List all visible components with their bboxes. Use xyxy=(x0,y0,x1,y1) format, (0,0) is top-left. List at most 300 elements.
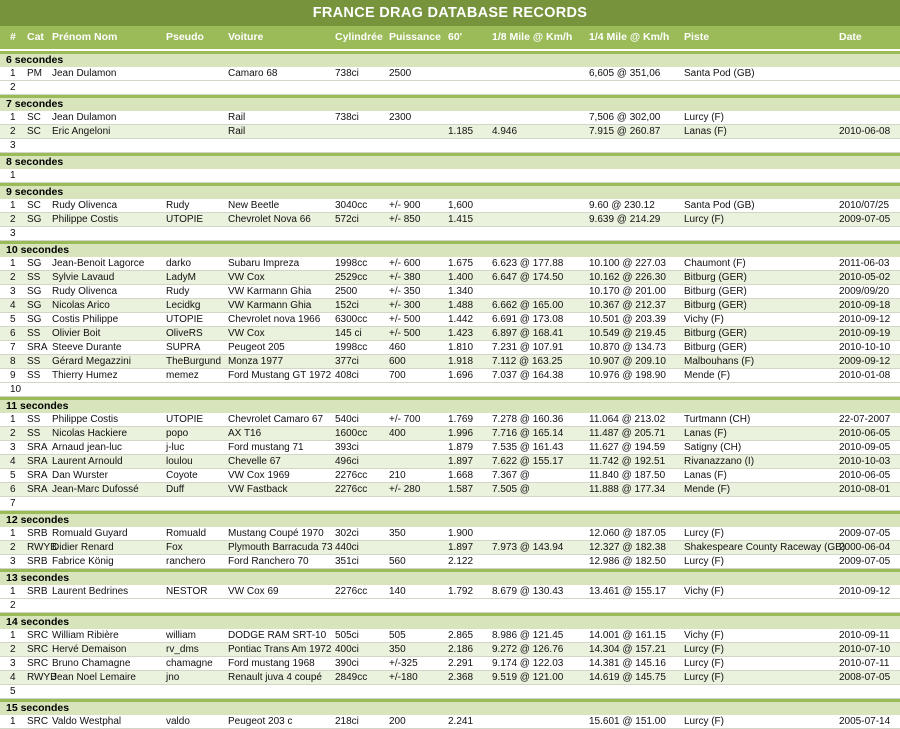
table-cell: jno xyxy=(166,672,180,683)
table-cell: 12.327 @ 182.38 xyxy=(589,542,666,553)
table-cell: 218ci xyxy=(335,716,359,727)
table-cell: 1.900 xyxy=(448,528,474,539)
table-row xyxy=(0,111,900,125)
row-number: 10 xyxy=(10,384,22,395)
table-cell: SS xyxy=(27,356,41,367)
table-cell: 2009-09-12 xyxy=(839,356,891,367)
table-row xyxy=(0,327,900,341)
table-cell: Chevrolet Nova 66 xyxy=(228,214,311,225)
table-cell: Bitburg (GER) xyxy=(684,300,747,311)
empty-row xyxy=(0,169,900,183)
table-cell: VW Karmann Ghia xyxy=(228,300,312,311)
table-cell: 700 xyxy=(389,370,406,381)
table-cell: UTOPIE xyxy=(166,314,204,325)
table-cell: 600 xyxy=(389,356,406,367)
table-cell: Rudy Olivenca xyxy=(52,200,118,211)
table-cell: 2010-07-11 xyxy=(839,658,890,669)
table-cell: 350 xyxy=(389,528,406,539)
table-cell: Lurcy (F) xyxy=(684,644,724,655)
table-cell: SRC xyxy=(27,716,49,727)
table-cell: DODGE RAM SRT-10 xyxy=(228,630,327,641)
table-cell: 400ci xyxy=(335,644,359,655)
table-cell: 6 xyxy=(10,484,16,495)
table-cell: 1,600 xyxy=(448,200,474,211)
table-row xyxy=(0,643,900,657)
table-cell: Monza 1977 xyxy=(228,356,284,367)
table-cell: +/- 300 xyxy=(389,300,421,311)
table-cell: Eric Angeloni xyxy=(52,126,111,137)
table-cell: chamagne xyxy=(166,658,213,669)
table-cell: 9.639 @ 214.29 xyxy=(589,214,661,225)
table-cell: 9.519 @ 121.00 xyxy=(492,672,564,683)
empty-row xyxy=(0,81,900,95)
table-cell: 11.627 @ 194.59 xyxy=(589,442,666,453)
table-cell: SG xyxy=(27,214,42,225)
table-row xyxy=(0,213,900,227)
table-cell: 140 xyxy=(389,586,406,597)
table-cell: 2009/09/20 xyxy=(839,286,890,297)
table-cell: 10.870 @ 134.73 xyxy=(589,342,666,353)
table-cell: SRB xyxy=(27,586,48,597)
table-cell: SS xyxy=(27,328,41,339)
column-header-row xyxy=(0,26,900,51)
table-cell: Ford Mustang GT 1972 xyxy=(228,370,332,381)
table-cell: 393ci xyxy=(335,442,359,453)
table-cell: 2 xyxy=(10,214,16,225)
table-cell: 9.174 @ 122.03 xyxy=(492,658,564,669)
table-cell: Steeve Durante xyxy=(52,342,122,353)
table-cell: Costis Philippe xyxy=(52,314,119,325)
table-cell: 7.973 @ 143.94 xyxy=(492,542,564,553)
empty-row xyxy=(0,599,900,613)
table-cell: 2276cc xyxy=(335,586,368,597)
table-cell: 2008-07-05 xyxy=(839,672,891,683)
table-cell: 572ci xyxy=(335,214,359,225)
table-cell: +/- 700 xyxy=(389,414,421,425)
table-cell: +/- 380 xyxy=(389,272,421,283)
table-cell: Dan Wurster xyxy=(52,470,108,481)
table-cell: 2.241 xyxy=(448,716,474,727)
table-cell: Bitburg (GER) xyxy=(684,272,747,283)
table-cell: 7.231 @ 107.91 xyxy=(492,342,564,353)
table-cell: 1998cc xyxy=(335,342,368,353)
table-cell: SC xyxy=(27,200,41,211)
table-cell: Turtmann (CH) xyxy=(684,414,751,425)
table-row xyxy=(0,413,900,427)
table-cell: 10.976 @ 198.90 xyxy=(589,370,666,381)
table-cell: 560 xyxy=(389,556,406,567)
table-row xyxy=(0,285,900,299)
column-header: Piste xyxy=(684,31,710,43)
table-row xyxy=(0,541,900,555)
group-header: 8 secondes xyxy=(0,153,900,169)
table-cell: 2010-09-12 xyxy=(839,314,891,325)
table-row xyxy=(0,527,900,541)
table-cell: 505ci xyxy=(335,630,359,641)
table-row xyxy=(0,355,900,369)
table-cell: 6.623 @ 177.88 xyxy=(492,258,564,269)
table-cell: 7 xyxy=(10,342,16,353)
table-cell: 11.888 @ 177.34 xyxy=(589,484,666,495)
table-cell: Romuald Guyard xyxy=(52,528,128,539)
table-row xyxy=(0,341,900,355)
table-cell: Laurent Arnould xyxy=(52,456,123,467)
table-cell: Lecidkg xyxy=(166,300,201,311)
table-cell: 14.381 @ 145.16 xyxy=(589,658,666,669)
records-table-body xyxy=(0,51,900,729)
table-cell: 5 xyxy=(10,470,16,481)
table-cell: Pontiac Trans Am 1972 xyxy=(228,644,332,655)
table-cell: 10.162 @ 226.30 xyxy=(589,272,666,283)
table-cell: PM xyxy=(27,68,42,79)
table-cell: 2 xyxy=(10,428,16,439)
column-header: Date xyxy=(839,31,862,43)
table-cell: valdo xyxy=(166,716,190,727)
table-row xyxy=(0,67,900,81)
table-cell: 2.368 xyxy=(448,672,474,683)
table-cell: Fabrice König xyxy=(52,556,114,567)
row-number: 7 xyxy=(10,498,16,509)
table-cell: Bitburg (GER) xyxy=(684,342,747,353)
table-cell: 1.668 xyxy=(448,470,474,481)
table-cell: darko xyxy=(166,258,192,269)
table-cell: 1.423 xyxy=(448,328,474,339)
table-cell: Peugeot 203 c xyxy=(228,716,293,727)
table-cell: 1 xyxy=(10,630,16,641)
table-cell: 7.716 @ 165.14 xyxy=(492,428,564,439)
table-cell: 6300cc xyxy=(335,314,368,325)
table-cell: 2010-06-05 xyxy=(839,428,891,439)
table-cell: 1.897 xyxy=(448,456,474,467)
table-cell: 2009-07-05 xyxy=(839,528,891,539)
table-cell: 400 xyxy=(389,428,406,439)
table-cell: 1.675 xyxy=(448,258,474,269)
table-cell: Lanas (F) xyxy=(684,428,727,439)
table-cell: 2.865 xyxy=(448,630,474,641)
table-cell: 7.367 @ xyxy=(492,470,530,481)
table-cell: Camaro 68 xyxy=(228,68,278,79)
table-cell: 5 xyxy=(10,314,16,325)
column-header: Puissance xyxy=(389,31,441,43)
table-cell: SS xyxy=(27,272,41,283)
table-cell: 2 xyxy=(10,644,16,655)
table-cell: Didier Renard xyxy=(52,542,114,553)
table-cell: 2529cc xyxy=(335,272,368,283)
table-cell: +/- 850 xyxy=(389,214,421,225)
table-cell: Vichy (F) xyxy=(684,586,724,597)
table-cell: Lurcy (F) xyxy=(684,672,724,683)
table-cell: Chevelle 67 xyxy=(228,456,281,467)
table-cell: Vichy (F) xyxy=(684,314,724,325)
table-cell: 2010-06-08 xyxy=(839,126,891,137)
table-cell: Peugeot 205 xyxy=(228,342,285,353)
table-cell: 210 xyxy=(389,470,406,481)
table-cell: william xyxy=(166,630,196,641)
table-cell: 350 xyxy=(389,644,406,655)
table-cell: UTOPIE xyxy=(166,414,204,425)
table-cell: memez xyxy=(166,370,199,381)
table-cell: Chevrolet nova 1966 xyxy=(228,314,321,325)
table-cell: VW Karmann Ghia xyxy=(228,286,312,297)
table-cell: 3 xyxy=(10,556,16,567)
table-row xyxy=(0,369,900,383)
table-cell: Rudy Olivenca xyxy=(52,286,118,297)
table-cell: Jean Dulamon xyxy=(52,68,117,79)
table-cell: VW Cox 69 xyxy=(228,586,279,597)
table-cell: VW Cox xyxy=(228,272,265,283)
column-header: # xyxy=(10,31,16,43)
table-cell: 4 xyxy=(10,672,16,683)
table-cell: 2849cc xyxy=(335,672,368,683)
table-cell: 145 ci xyxy=(335,328,362,339)
table-cell: j-luc xyxy=(166,442,185,453)
table-cell: VW Fastback xyxy=(228,484,288,495)
row-number: 5 xyxy=(10,686,16,697)
table-cell: 1.587 xyxy=(448,484,474,495)
table-cell: 6,605 @ 351,06 xyxy=(589,68,661,79)
table-cell: AX T16 xyxy=(228,428,262,439)
table-cell: 1.810 xyxy=(448,342,474,353)
table-cell: 2010-05-02 xyxy=(839,272,891,283)
table-cell: 1.897 xyxy=(448,542,474,553)
table-cell: Lurcy (F) xyxy=(684,658,724,669)
table-cell: SC xyxy=(27,126,41,137)
table-cell: loulou xyxy=(166,456,193,467)
table-cell: 10.170 @ 201.00 xyxy=(589,286,666,297)
table-cell: Hervé Demaison xyxy=(52,644,127,655)
table-cell: 2 xyxy=(10,126,16,137)
table-cell: 1.696 xyxy=(448,370,474,381)
table-cell: Rail xyxy=(228,112,246,123)
table-row xyxy=(0,313,900,327)
table-cell: 1.918 xyxy=(448,356,474,367)
table-cell: Duff xyxy=(166,484,185,495)
table-cell: VW Cox 1969 xyxy=(228,470,290,481)
table-cell: 152ci xyxy=(335,300,359,311)
table-cell: William Ribière xyxy=(52,630,119,641)
table-cell: Bruno Chamagne xyxy=(52,658,131,669)
table-cell: 1.185 xyxy=(448,126,474,137)
table-cell: 1.996 xyxy=(448,428,474,439)
table-cell: 1600cc xyxy=(335,428,368,439)
table-row xyxy=(0,257,900,271)
table-cell: 1 xyxy=(10,200,16,211)
table-cell: Chaumont (F) xyxy=(684,258,746,269)
table-cell: 2500 xyxy=(335,286,358,297)
table-cell: 7.915 @ 260.87 xyxy=(589,126,661,137)
table-cell: 13.461 @ 155.17 xyxy=(589,586,666,597)
table-cell: Rivanazzano (I) xyxy=(684,456,755,467)
table-cell: Fox xyxy=(166,542,183,553)
table-cell: 8.679 @ 130.43 xyxy=(492,586,564,597)
table-cell: +/- 900 xyxy=(389,200,421,211)
table-cell: 7.535 @ 161.43 xyxy=(492,442,564,453)
table-row xyxy=(0,483,900,497)
column-header: Prénom Nom xyxy=(52,31,118,43)
table-cell: 14.619 @ 145.75 xyxy=(589,672,666,683)
table-cell: +/- 280 xyxy=(389,484,421,495)
row-number: 2 xyxy=(10,82,16,93)
table-cell: Subaru Impreza xyxy=(228,258,300,269)
table-cell: 1.879 xyxy=(448,442,474,453)
table-cell: 6.647 @ 174.50 xyxy=(492,272,564,283)
sheet-title: FRANCE DRAG DATABASE RECORDS xyxy=(0,0,900,26)
table-cell: Ford Ranchero 70 xyxy=(228,556,309,567)
table-row xyxy=(0,271,900,285)
table-cell: 7.505 @ xyxy=(492,484,530,495)
table-cell: 2009-07-05 xyxy=(839,556,891,567)
group-header: 15 secondes xyxy=(0,699,900,715)
table-cell: +/- 500 xyxy=(389,328,421,339)
table-cell: Plymouth Barracuda 73 xyxy=(228,542,333,553)
table-cell: 2010-01-08 xyxy=(839,370,891,381)
table-cell: SRC xyxy=(27,644,49,655)
table-cell: Lurcy (F) xyxy=(684,112,724,123)
empty-row xyxy=(0,383,900,397)
table-cell: Ford mustang 1968 xyxy=(228,658,315,669)
table-cell: 11.064 @ 213.02 xyxy=(589,414,666,425)
table-cell: 2300 xyxy=(389,112,412,123)
table-cell: Valdo Westphal xyxy=(52,716,122,727)
table-cell: 8.986 @ 121.45 xyxy=(492,630,564,641)
table-cell: Jean-Marc Dufossé xyxy=(52,484,139,495)
table-cell: 3 xyxy=(10,658,16,669)
table-cell: ranchero xyxy=(166,556,206,567)
table-cell: SG xyxy=(27,258,42,269)
table-cell: 377ci xyxy=(335,356,359,367)
table-cell: 540ci xyxy=(335,414,359,425)
table-cell: 302ci xyxy=(335,528,359,539)
empty-row xyxy=(0,227,900,241)
table-cell: SG xyxy=(27,314,42,325)
column-header: 1/4 Mile @ Km/h xyxy=(589,31,670,43)
table-cell: 1.415 xyxy=(448,214,474,225)
table-row xyxy=(0,671,900,685)
table-cell: Lurcy (F) xyxy=(684,716,724,727)
table-cell: SC xyxy=(27,112,41,123)
table-cell: 15.601 @ 151.00 xyxy=(589,716,666,727)
table-cell: Jean Dulamon xyxy=(52,112,117,123)
group-header: 14 secondes xyxy=(0,613,900,629)
empty-row xyxy=(0,139,900,153)
table-row xyxy=(0,125,900,139)
table-cell: 2011-06-03 xyxy=(839,258,890,269)
table-cell: Rail xyxy=(228,126,246,137)
table-cell: 2010/07/25 xyxy=(839,200,890,211)
table-row xyxy=(0,199,900,213)
table-cell: Lurcy (F) xyxy=(684,528,724,539)
table-cell: 2.122 xyxy=(448,556,474,567)
table-cell: SRA xyxy=(27,470,48,481)
column-header: Pseudo xyxy=(166,31,204,43)
table-cell: 10.367 @ 212.37 xyxy=(589,300,666,311)
table-row xyxy=(0,455,900,469)
table-cell: 2.186 xyxy=(448,644,474,655)
table-cell: 2000-06-04 xyxy=(839,542,891,553)
table-cell: 6.897 @ 168.41 xyxy=(492,328,564,339)
table-cell: 10.549 @ 219.45 xyxy=(589,328,666,339)
table-row xyxy=(0,469,900,483)
table-cell: RWYB xyxy=(27,672,57,683)
table-row xyxy=(0,657,900,671)
table-cell: 1.488 xyxy=(448,300,474,311)
table-cell: 1 xyxy=(10,528,16,539)
table-cell: 1.769 xyxy=(448,414,474,425)
table-cell: 3 xyxy=(10,286,16,297)
table-cell: 10.100 @ 227.03 xyxy=(589,258,666,269)
table-cell: NESTOR xyxy=(166,586,208,597)
table-cell: 12.986 @ 182.50 xyxy=(589,556,666,567)
table-row xyxy=(0,427,900,441)
table-row xyxy=(0,715,900,729)
table-cell: 2010-06-05 xyxy=(839,470,891,481)
table-cell: 14.001 @ 161.15 xyxy=(589,630,666,641)
table-cell: 8 xyxy=(10,356,16,367)
table-cell: Romuald xyxy=(166,528,207,539)
table-cell: Jean Noel Lemaire xyxy=(52,672,136,683)
table-cell: SS xyxy=(27,370,41,381)
table-cell: Laurent Bedrines xyxy=(52,586,129,597)
table-cell: rv_dms xyxy=(166,644,199,655)
table-cell: 2010-09-18 xyxy=(839,300,891,311)
table-cell: Sylvie Lavaud xyxy=(52,272,115,283)
table-cell: Lanas (F) xyxy=(684,126,727,137)
table-cell: 2010-09-12 xyxy=(839,586,891,597)
table-cell: RWYB xyxy=(27,542,57,553)
table-cell: 4.946 xyxy=(492,126,518,137)
table-cell: SRC xyxy=(27,630,49,641)
column-header: 1/8 Mile @ Km/h xyxy=(492,31,573,43)
table-cell: 408ci xyxy=(335,370,359,381)
table-cell: 2010-07-10 xyxy=(839,644,891,655)
table-cell: 440ci xyxy=(335,542,359,553)
row-number: 1 xyxy=(10,170,16,181)
table-cell: +/- 600 xyxy=(389,258,421,269)
table-cell: Philippe Costis xyxy=(52,414,119,425)
column-header: 60' xyxy=(448,31,463,43)
table-cell: LadyM xyxy=(166,272,197,283)
row-number: 3 xyxy=(10,140,16,151)
group-header: 12 secondes xyxy=(0,511,900,527)
table-cell: 9.60 @ 230.12 xyxy=(589,200,655,211)
table-row xyxy=(0,629,900,643)
table-cell: 1 xyxy=(10,68,16,79)
table-cell: 390ci xyxy=(335,658,359,669)
table-cell: 200 xyxy=(389,716,406,727)
column-header: Cylindrée xyxy=(335,31,383,43)
table-cell: Mende (F) xyxy=(684,370,731,381)
table-cell: +/-180 xyxy=(389,672,418,683)
row-number: 3 xyxy=(10,228,16,239)
table-cell: 2010-09-19 xyxy=(839,328,891,339)
table-cell: SG xyxy=(27,300,42,311)
table-cell: Rudy xyxy=(166,200,190,211)
table-cell: 738ci xyxy=(335,68,359,79)
table-cell: Renault juva 4 coupé xyxy=(228,672,322,683)
table-cell: 12.060 @ 187.05 xyxy=(589,528,666,539)
column-header: Cat xyxy=(27,31,44,43)
column-header: Voiture xyxy=(228,31,264,43)
table-cell: 9.272 @ 126.76 xyxy=(492,644,564,655)
group-header: 9 secondes xyxy=(0,183,900,199)
table-cell: New Beetle xyxy=(228,200,280,211)
table-cell: 2005-07-14 xyxy=(839,716,891,727)
table-cell: SRA xyxy=(27,342,48,353)
table-cell: Gérard Megazzini xyxy=(52,356,131,367)
table-cell: Lanas (F) xyxy=(684,470,727,481)
row-number: 2 xyxy=(10,600,16,611)
table-cell: 1 xyxy=(10,112,16,123)
